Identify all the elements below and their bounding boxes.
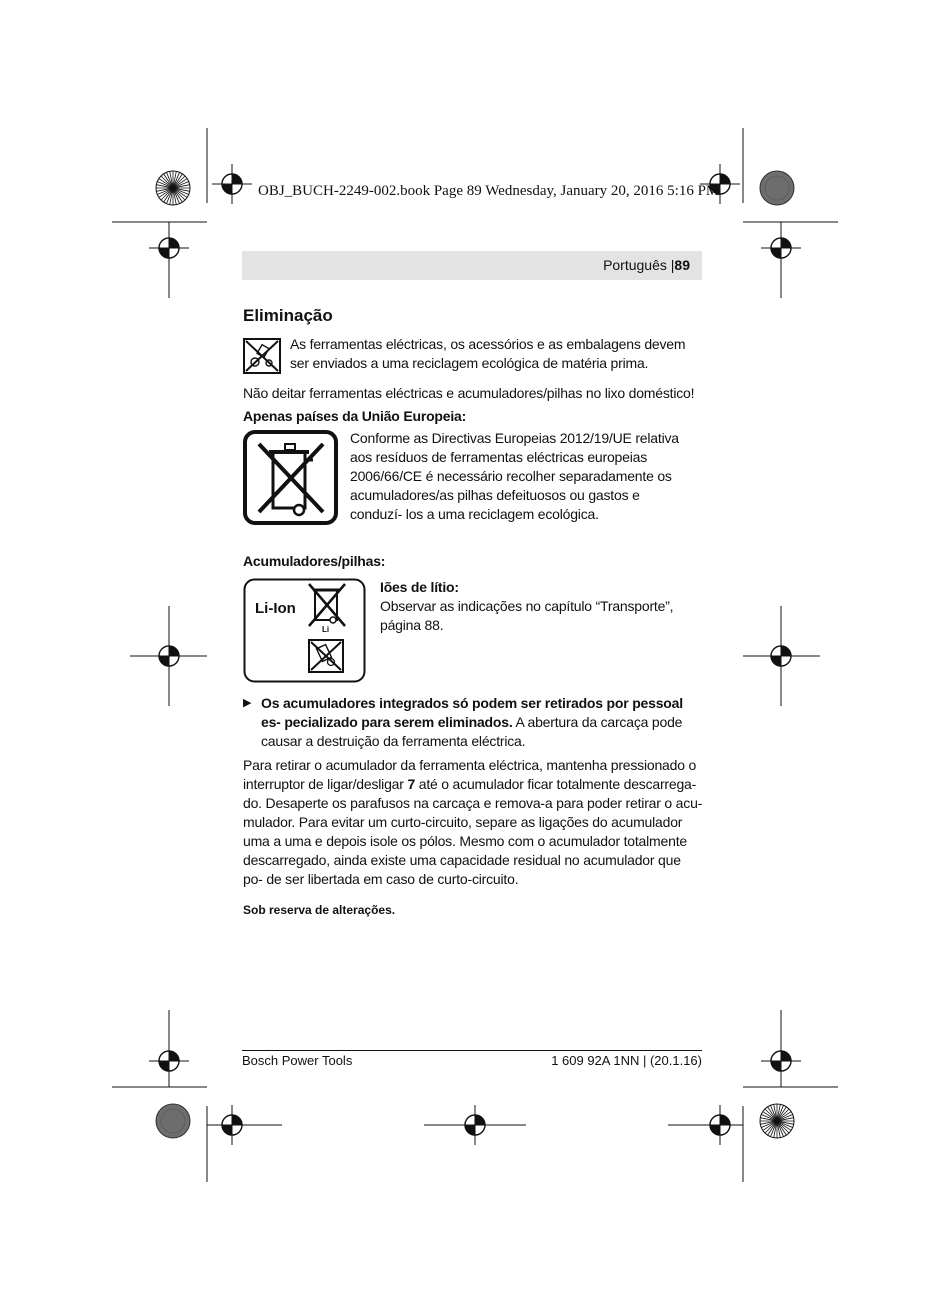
liion-text: Observar as indicações no capítulo “Transporte”, página 88.: [380, 598, 674, 633]
no-household-waste-text: Não deitar ferramentas eléctricas e acumuladores/pilhas no lixo doméstico!: [243, 385, 695, 401]
page-header-bar: [242, 251, 702, 280]
warning-normal-text: A abertura da carcaça pode causar a destruição da ferramenta eléctrica.: [261, 714, 683, 749]
recycling-tool-icon: [243, 338, 283, 374]
main-content: [243, 304, 703, 917]
liion-row: [243, 578, 703, 684]
removal-text-start: Para retirar o acumulador da ferramenta eléctrica, mantenha pressionado o interruptor de ligar/desligar: [243, 757, 697, 792]
footer-brand: Bosch Power Tools: [242, 1053, 353, 1068]
warning-bold-text: Os acumuladores integrados só podem ser retirados por pessoal es- pecializado para serem eliminados.: [261, 695, 683, 730]
book-info-line: OBJ_BUCH-2249-002.book Page 89 Wednesday, January 20, 2016 5:16 PM: [258, 183, 720, 199]
batteries-title: Acumuladores/pilhas:: [243, 553, 386, 569]
switch-reference: 7: [407, 776, 416, 792]
disposal-intro-text: As ferramentas eléctricas, os acessórios e as embalagens devem ser enviados a uma reciclagem ecológica de matéria prima.: [290, 336, 686, 371]
warning-text: [261, 694, 703, 751]
recycling-row: [243, 335, 703, 374]
header-separator: |: [670, 257, 675, 273]
page-number: 89: [674, 257, 690, 273]
eu-only-title: Apenas países da União Europeia:: [243, 408, 467, 424]
header-language: Português: [603, 257, 667, 273]
footer-rule: [242, 1050, 702, 1051]
liion-title: Iões de lítio:: [380, 579, 459, 595]
bullet-triangle-icon: ▶: [243, 697, 252, 709]
page-header: [603, 257, 690, 273]
crossed-bin-icon: [243, 430, 338, 526]
section-title: Eliminação: [243, 306, 333, 325]
battery-recycling-icon: [309, 640, 343, 672]
eu-directive-text: Conforme as Directivas Europeias 2012/19/UE relativa aos resíduos de ferramentas eléctricas europeias 2006/66/CE é necessário recolher separadamente os acumuladores/as pilhas defeituosos ou gastos e conduzí- los a uma reciclagem ecológica.: [350, 430, 679, 522]
liion-label: Li-Ion: [255, 600, 296, 617]
removal-instructions: [243, 756, 703, 889]
warning-bullet: [243, 694, 703, 751]
li-label: Li: [322, 625, 330, 634]
eu-row: [243, 429, 703, 526]
reserve-note: Sob reserva de alterações.: [243, 903, 396, 917]
liion-recycling-icon: [243, 578, 367, 684]
removal-text-end: até o acumulador ficar totalmente descarrega- do. Desaperte os parafusos na carcaça e remova-a para poder retirar o acu- mulador. Para evitar um curto-circuito, separe as ligações do acumulador uma a uma e depois isole os pólos. Mesmo com o acumulador totalmente descarregado, ainda existe uma capacidade residual no acumulador que po- de ser libertada em caso de curto-circuito.: [243, 776, 703, 887]
footer-doc-number: 1 609 92A 1NN | (20.1.16): [551, 1053, 702, 1068]
